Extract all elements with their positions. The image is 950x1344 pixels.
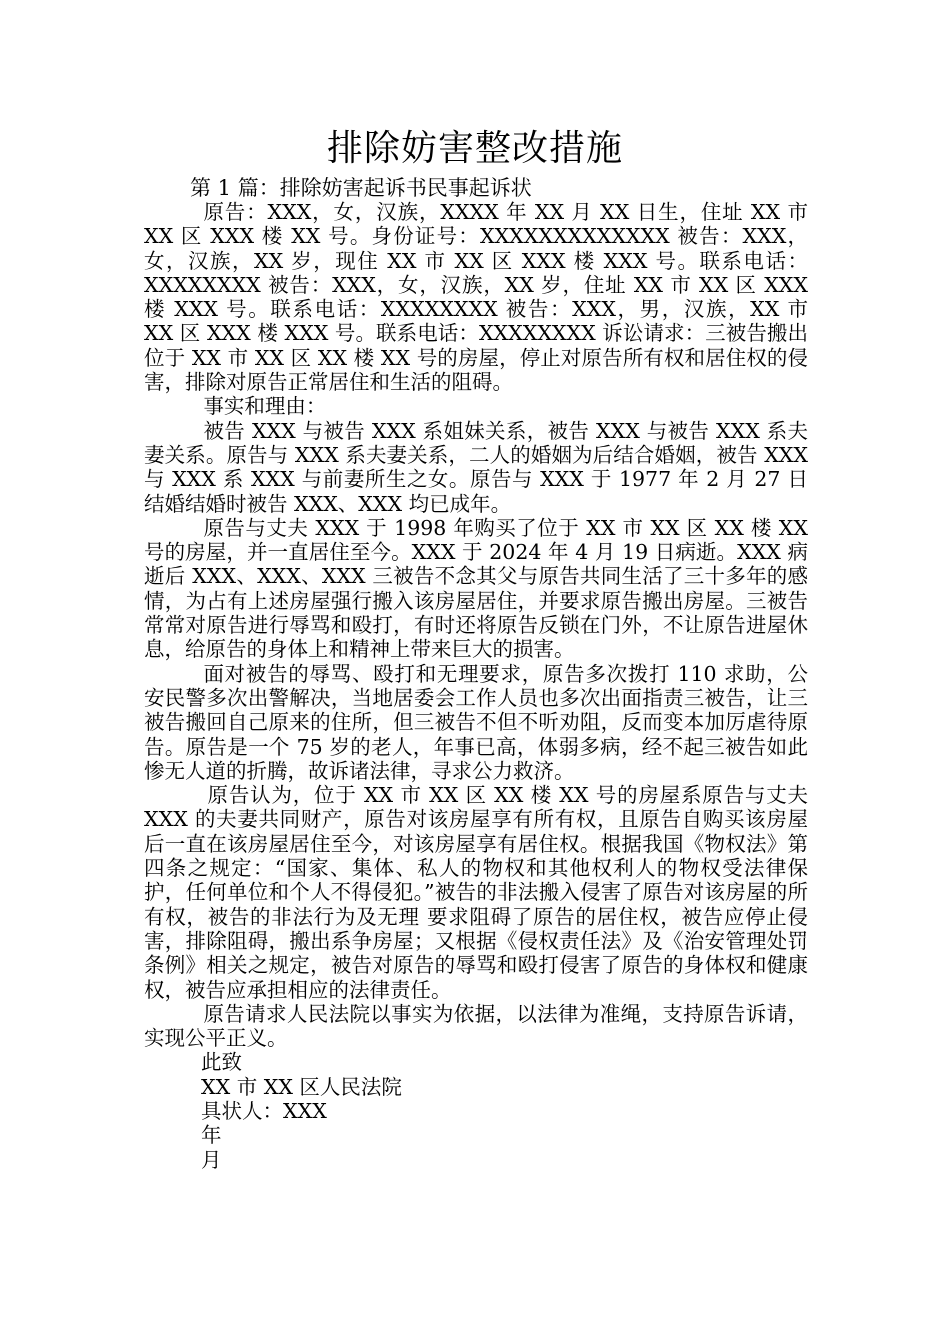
paragraph-legal-basis: 原告认为，位于 XX 市 XX 区 XX 楼 XX 号的房屋系原告与丈夫 XXX 的夫妻共同财产，原告对该房屋享有所有权，且原告自购买该房屋后一直在该房屋居住至今，对该房屋享有居住权。根据我国《物权法》第四条之规定：“国家、集体、私人的物权和其他权利人的物权受法律保护，任何单位和个人不得侵犯。”被告的非法搬入侵害了原告对该房屋的所有权，被告的非法行为及无理 要求阻碍了原告的居住权，被告应停止侵害，排除阻碍，搬出系争房屋；又根据《侵权责任法》及《治安管理处罚条例》相关之规定，被告对原告的辱骂和殴打侵害了原告的身体权和健康权，被告应承担相应的法律责任。 [144,783,808,1002]
paragraph-abuse: 面对被告的辱骂、殴打和无理要求，原告多次拨打 110 求助，公安民警多次出警解决，当地居委会工作人员也多次出面指责三被告，让三被告搬回自己原来的住所，但三被告不但不听劝阻，反而变本加厉虐待原告。原告是一个 75 岁的老人，年事已高，体弱多病，经不起三被告如此惨无人道的折腾，故诉诸法律，寻求公力救济。 [144,661,808,783]
document-title: 排除妨害整改措施 [326,128,623,169]
paragraph-parties: 原告：XXX，女，汉族，XXXX 年 XX 月 XX 日生，住址 XX 市 XX 区 XXX 楼 XX 号。身份证号：XXXXXXXXXXXXX 被告：XXX，女，汉族，XX 岁，现住 XX 市 XX 区 XXX 楼 XXX 号。联系电话：XXXXXXXX 被告：XXX，女，汉族，XX 岁，住址 XX 市 XX 区 XXX 楼 XXX 号。联系电话：XXXXXXXX 被告：XXX，男，汉族，XX 市 XX 区 XXX 楼 XXX 号。联系电话：XXXXXXXX 诉讼请求：三被告搬出位于 XX 市 XX 区 XX 楼 XX 号的房屋，停止对原告所有权和居住权的侵害，排除对原告正常居住和生活的阻碍。 [144,200,808,395]
closing-year: 年 [201,1123,222,1148]
document-body [144,200,808,1172]
closing-signer: 具状人：XXX [201,1098,327,1123]
document-subtitle: 第 1 篇：排除妨害起诉书民事起诉状 [190,176,532,200]
closing-salutation: 此致 [201,1050,242,1075]
closing-court: XX 市 XX 区人民法院 [201,1074,402,1099]
paragraph-house-purchase: 原告与丈夫 XXX 于 1998 年购买了位于 XX 市 XX 区 XX 楼 XX 号的房屋，并一直居住至今。XXX 于 2024 年 4 月 19 日病逝。XXX 病逝后 XXX、XXX、XXX 三被告不念其父与原告共同生活了三十多年的感情，为占有上述房屋强行搬入该房屋居住，并要求原告搬出房屋。三被告常常对原告进行辱骂和殴打，有时还将原告反锁在门外，不让原告进屋休息，给原告的身体上和精神上带来巨大的损害。 [144,515,808,662]
closing-month: 月 [201,1147,222,1172]
paragraph-facts-heading: 事实和理由： [203,394,327,419]
paragraph-request: 原告请求人民法院以事实为依据，以法律为准绳，支持原告诉请，实现公平正义。 [144,1001,808,1051]
paragraph-relations: 被告 XXX 与被告 XXX 系姐妹关系，被告 XXX 与被告 XXX 系夫妻关系。原告与 XXX 系夫妻关系，二人的婚姻为后结合婚姻，被告 XXX 与 XXX 系 XXX 与前妻所生之女。原告与 XXX 于 1977 年 2 月 27 日结婚结婚时被告 XXX、XXX 均已成年。 [144,418,808,516]
